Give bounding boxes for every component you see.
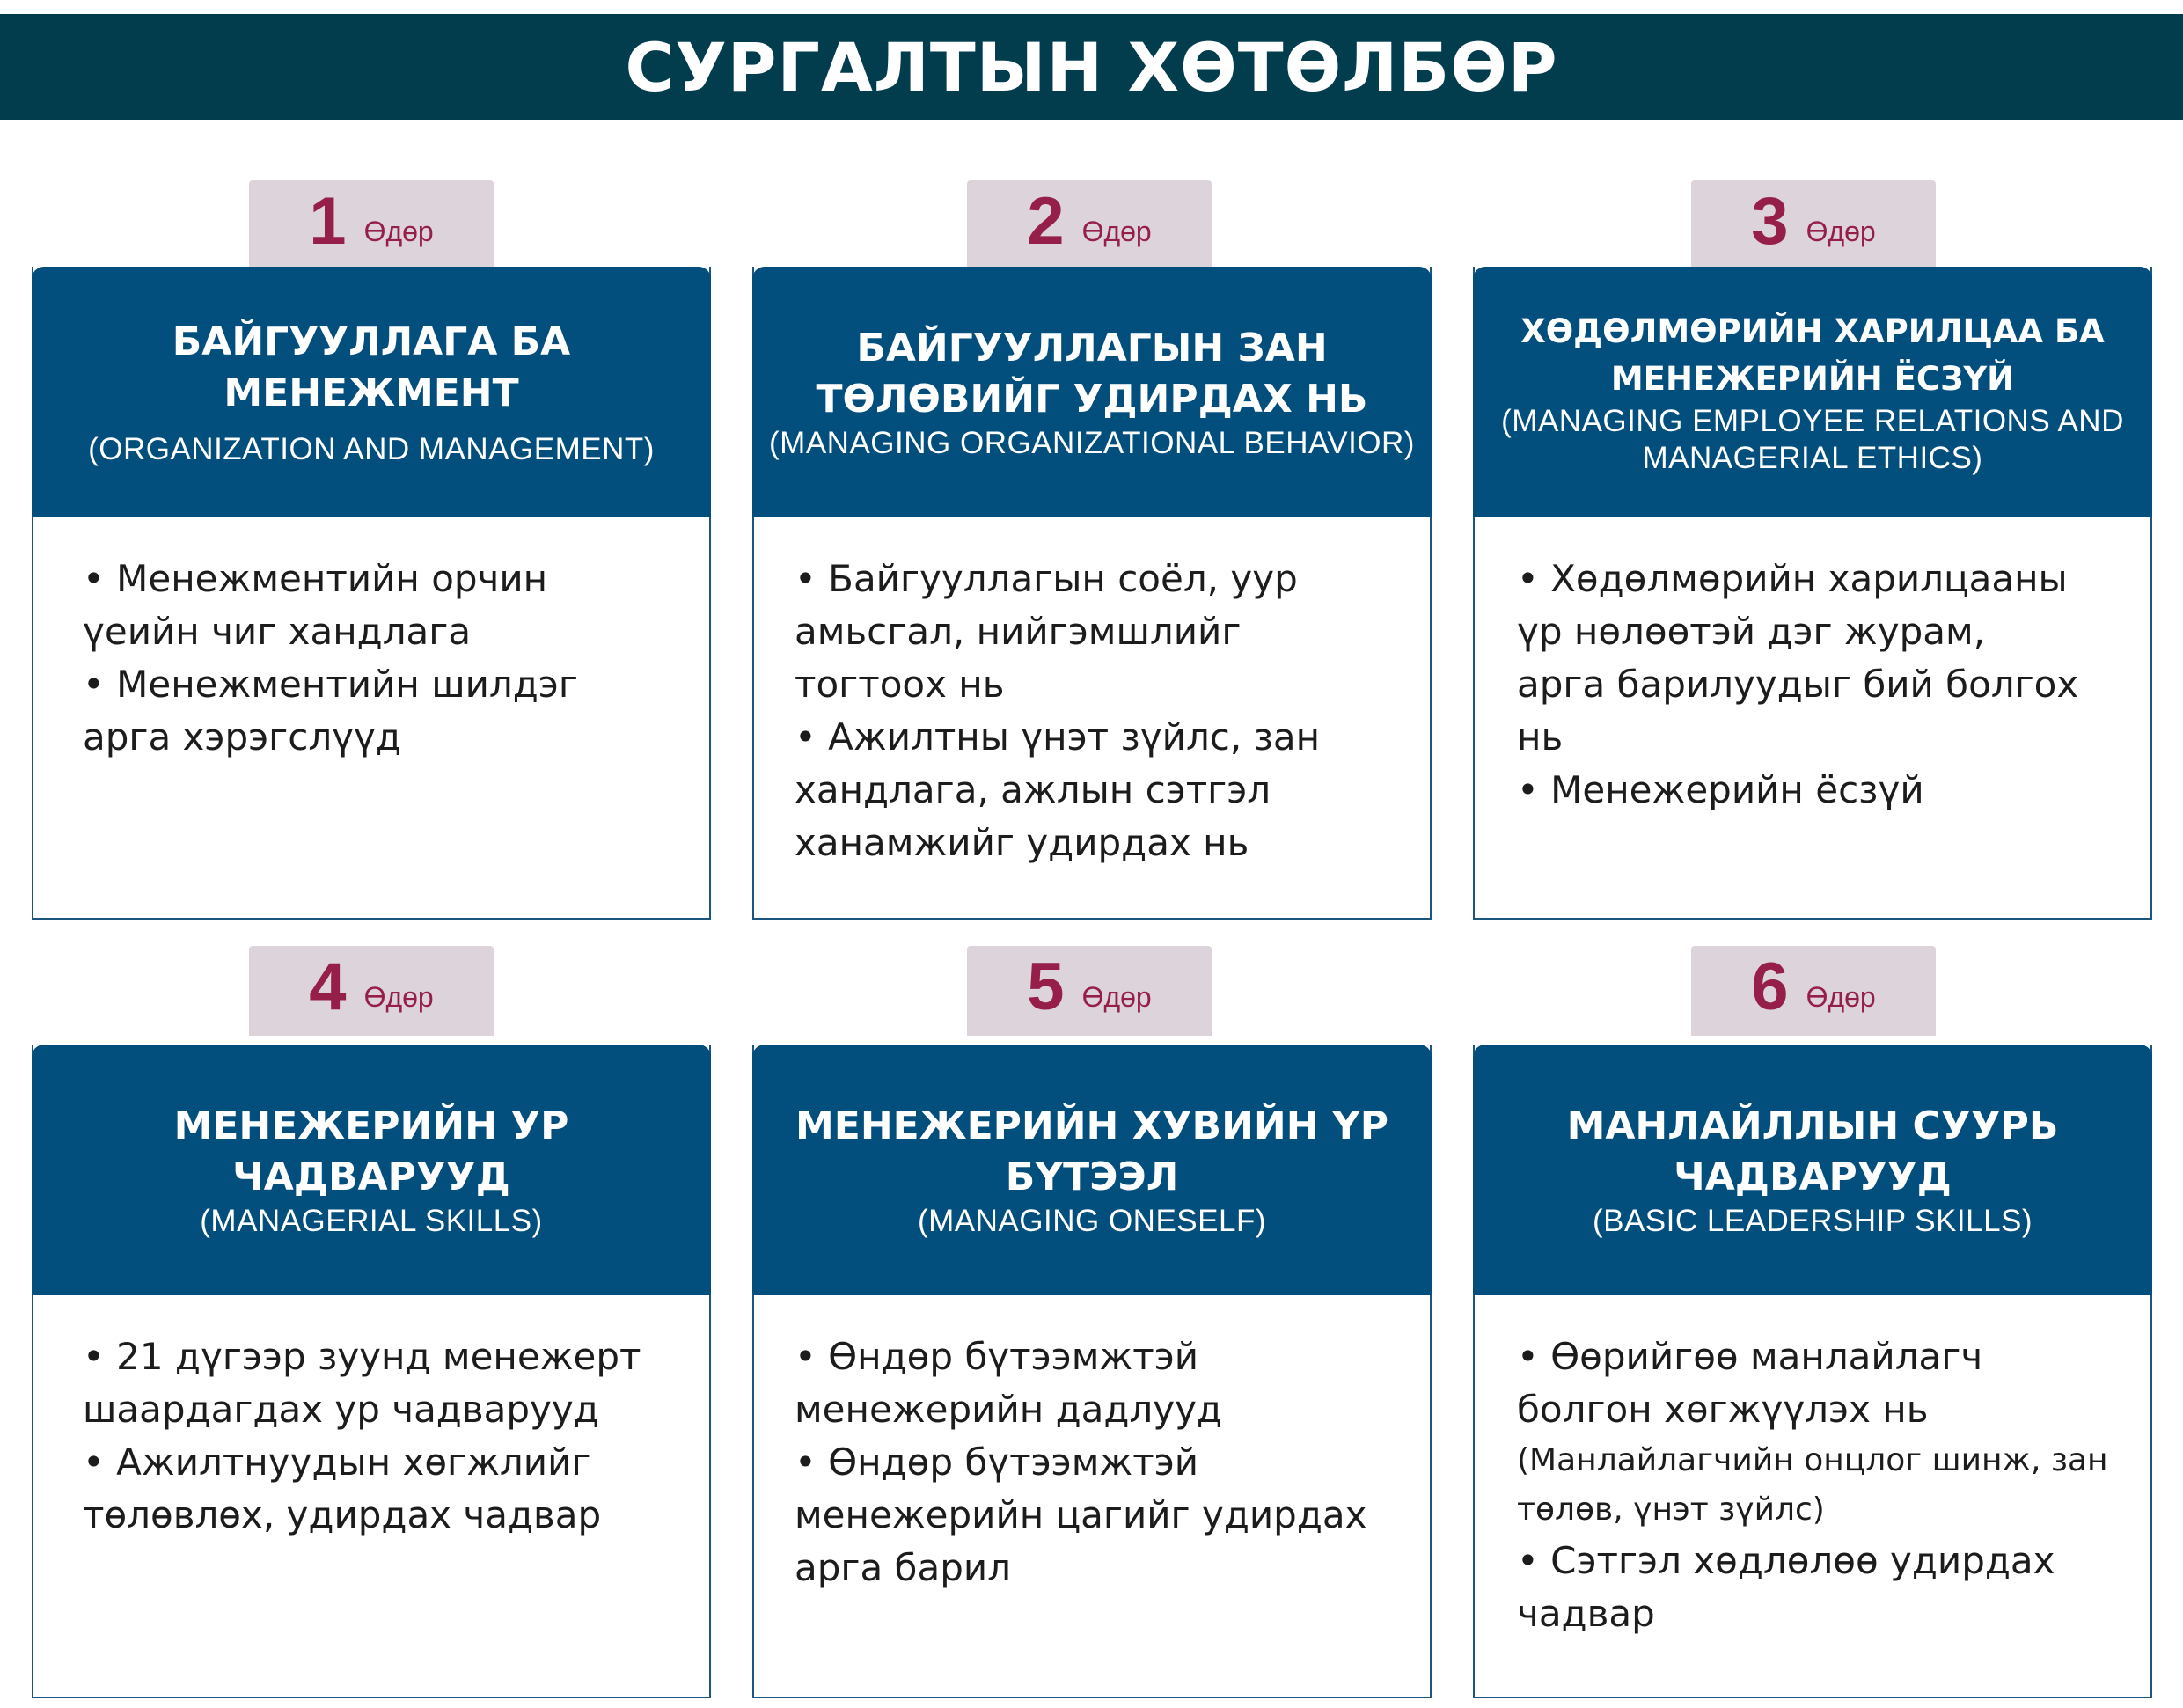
bullet-line: • Хөдөлмөрийн харилцааны [1517,557,2068,600]
note-line: төлөв, үнэт зүйлс) [1517,1492,1825,1528]
title-banner [0,14,2183,120]
bullet-line: • Өндөр бүтээмжтэй [795,1335,1199,1378]
day-number: 3 [1751,184,1789,259]
card-subtitle: MANAGERIAL ETHICS) [1642,440,1983,475]
card-subtitle: (MANAGING ORGANIZATIONAL BEHAVIOR) [769,425,1415,460]
day-tab-3 [1691,180,1936,270]
day-card-2 [752,267,1432,920]
bullet-line: • Байгууллагын соёл, уур [795,557,1298,600]
bullet-line: арга хэрэгслүүд [83,715,401,759]
day-number: 1 [309,184,347,259]
card-subtitle: (ORGANIZATION AND MANAGEMENT) [88,431,655,466]
card-header [32,1045,711,1295]
bullet-line: шаардагдах ур чадварууд [83,1388,599,1431]
bullet-line: • Менежментийн шилдэг [83,663,578,706]
card-body [33,517,709,764]
day-label: Өдөр [1806,980,1876,1013]
day-label: Өдөр [1081,215,1152,247]
card-title: БАЙГУУЛЛАГА БА [172,319,571,364]
card-title: БҮТЭЭЛ [1005,1154,1179,1199]
day-tab-5 [967,946,1212,1036]
bullet-line: арга барил [795,1546,1011,1589]
bullet-line: тогтоох нь [795,663,1005,706]
card-subtitle: (MANAGING ONESELF) [918,1203,1266,1238]
card-title: БАЙГУУЛЛАГЫН ЗАН [856,325,1328,370]
day-tab-4 [249,946,494,1036]
day-label: Өдөр [1806,215,1876,247]
card-body [33,1295,709,1542]
day-tab-2 [967,180,1212,270]
card-title: МЕНЕЖМЕНТ [223,370,519,415]
day-label: Өдөр [363,215,434,247]
bullet-line: • Ажилтнуудын хөгжлийг [83,1440,591,1484]
bullet-line: нь [1517,715,1564,759]
day-card-4 [32,1045,711,1698]
bullet-line: • Өөрийгөө манлайлагч [1517,1335,1983,1378]
card-subtitle: (BASIC LEADERSHIP SKILLS) [1592,1203,2033,1238]
card-subtitle: (MANAGING EMPLOYEE RELATIONS AND [1501,403,2124,438]
card-body [1475,1295,2150,1640]
day-card-6 [1473,1045,2152,1698]
card-subtitle: (MANAGERIAL SKILLS) [200,1203,543,1238]
card-header [32,267,711,517]
day-card-3 [1473,267,2152,920]
day-number: 6 [1751,949,1789,1024]
bullet-line: үр нөлөөтэй дэг журам, [1517,610,1986,653]
bullet-line: арга барилуудыг бий болгох [1517,663,2079,706]
card-header [752,1045,1432,1295]
card-body [754,517,1430,869]
bullet-line: • Сэтгэл хөдлөлөө удирдах [1517,1539,2055,1582]
bullet-line: үеийн чиг хандлага [83,610,472,653]
bullet-line: ханамжийг удирдах нь [795,821,1249,864]
card-body [754,1295,1430,1594]
card-title: МЕНЕЖЕРИЙН ЁСЗҮЙ [1610,359,2015,398]
bullet-line: • Ажилтны үнэт зүйлс, зан [795,715,1321,759]
day-card-5 [752,1045,1432,1698]
page-title: СУРГАЛТЫН ХӨТӨЛБӨР [625,27,1558,106]
day-card-1 [32,267,711,920]
bullet-line: менежерийн дадлууд [795,1388,1222,1431]
bullet-line: хандлага, ажлын сэтгэл [795,768,1271,811]
day-tab-6 [1691,946,1936,1036]
day-number: 5 [1027,949,1065,1024]
day-number: 4 [309,949,347,1024]
card-title: МАНЛАЙЛЛЫН СУУРЬ [1566,1103,2059,1148]
bullet-line: амьсгал, нийгэмшлийг [795,610,1242,653]
bullet-line: менежерийн цагийг удирдах [795,1493,1367,1536]
card-title: ХӨДӨЛМӨРИЙН ХАРИЛЦАА БА [1520,312,2105,350]
card-header [1473,1045,2152,1295]
bullet-line: төлөвлөх, удирдах чадвар [83,1493,602,1536]
day-tab-1 [249,180,494,270]
bullet-line: чадвар [1517,1592,1655,1635]
card-title: МЕНЕЖЕРИЙН ХУВИЙН ҮР [795,1103,1388,1148]
day-number: 2 [1027,184,1065,259]
card-title: ЧАДВАРУУД [1674,1154,1952,1199]
bullet-line: • Менежерийн ёсзүй [1517,768,1924,811]
card-title: ЧАДВАРУУД [232,1154,510,1199]
bullet-line: болгон хөгжүүлэх нь [1517,1388,1929,1431]
day-label: Өдөр [1081,980,1152,1013]
card-title: ТӨЛӨВИЙГ УДИРДАХ НЬ [816,376,1368,422]
card-header [752,267,1432,517]
bullet-line: • Менежментийн орчин [83,557,548,600]
day-label: Өдөр [363,980,434,1013]
card-title: МЕНЕЖЕРИЙН УР [173,1103,569,1148]
card-header [1473,267,2152,517]
bullet-line: • 21 дүгээр зуунд менежерт [83,1335,641,1378]
bullet-line: • Өндөр бүтээмжтэй [795,1440,1199,1484]
note-line: (Манлайлагчийн онцлог шинж, зан [1517,1442,2108,1478]
card-body [1475,517,2150,817]
